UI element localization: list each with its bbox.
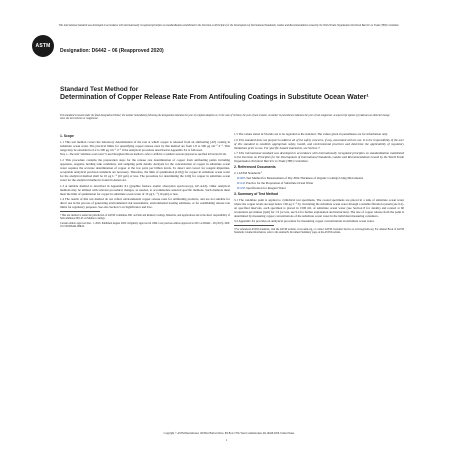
title-block: [60, 86, 380, 103]
paragraph-1-1: 1.1 This test method covers the laboratory determination of the rate at which copper is released from an antifouling (AF) coating in substitute ocean water. The practical limits for quantifying copper release rates by this method are from 1.8 to 500 μg cm⁻² d⁻¹. This range may be extended to 0.2 to 500 μg cm⁻² d⁻¹ if the analytical procedure described in Appendix X1 is followed.: [60, 139, 230, 152]
reference-item: [237, 186, 404, 190]
document-title: Determination of Copper Release Rate From Antifouling Coatings in Substitute Ocean Water¹: [60, 94, 369, 101]
reference-link[interactable]: D1193: [237, 186, 246, 191]
reference-item: [237, 176, 404, 180]
footnote-1: ¹ This test method is under the jurisdiction of ASTM Committee D01 on Paint and Related Coatings, Materials, and Applications and is the direct responsibility of Subcommittee D01.45 on Marine Coatings.: [60, 213, 230, 220]
paragraph-1-3: 1.3 A suitable method is described in Appendix X1 (graphite furnace atomic absorption spectroscopy, GF-AAS). Other analytical methods may be utilized with relevant procedural changes, as needed, to accommodate selected specific methods. Such methods must meet the limit of quantitation for copper in substitute ocean water of 10 μg L⁻¹ (10 ppb) or less.: [60, 183, 230, 196]
page-number: 1: [226, 438, 228, 442]
note-1: Note 1—The term "substitute ocean water" is used throughout this test method to refer to artificial or synthetic seawater prepared as specified in Practice D1141.: [60, 153, 228, 157]
designation: Designation: D6442 – 06 (Reapproved 2020): [60, 48, 164, 54]
title-prefix: Standard Test Method for: [60, 86, 139, 93]
reference-link[interactable]: D1005: [237, 176, 246, 181]
reference-link[interactable]: D1141: [237, 181, 246, 186]
paragraph-1-5: 1.5 The values stated in SI units are to be regarded as the standard. The values given in parentheses are for information only.: [234, 132, 388, 136]
footnote-1-edition: Current edition approved Dec. 1, 2020. Published August 2020. Originally approved in 1999. Last previous edition approved in 2015 as D6442 – 06 (2015). DOI: 10.1520/D6442-06R20.: [60, 221, 230, 229]
paragraph-1-4: 1.4 The results of this test method do not reflect environmental copper release rates for antifouling products, and are not suitable for direct use in the process of generating environmental risk assessments, environmental loading estimates, or for establishing release rate limits for regulatory purposes. See also Section 5 on Significance and Use.: [60, 197, 230, 210]
standard-note: This standard is issued under the fixed designation D6442; the number immediately following the designation indicates the year of original adoption or, in the case of revision, the year of last revision. A number in parentheses indicates the year of last reapproval. A superscript epsilon (ε) indicates an editorial change since the last revision or reapproval.: [60, 114, 390, 121]
paragraph-3-1: 3.1 The candidate paint is applied to cylindrical test specimens. The coated specimens are placed in a tank of substitute ocean water where the copper levels are kept below 100 μg L⁻¹ by circulating the substitute ocean water through a suitable filtration system (see 6.2). At specified intervals, each specimen is placed in 1500 mL of substitute ocean water (see Section 8 for details) and rotated at 60 revolutions per minute (rpm) for 1 h (or less, see 9.4 for further explanation and instruction). The rate of copper release from the paint is determined by measuring copper concentrations of the substitute ocean water in the individual measuring containers.: [234, 197, 404, 218]
paragraph-1-7: 1.7 This international standard was developed in accordance with internationally recognized principles on standardization established in the Decision on Principles for the Development of International Standards, Guides and Recommendations issued by the World Trade Organization Technical Barriers to Trade (TBT) Committee.: [234, 151, 404, 164]
right-column: [234, 132, 404, 236]
paragraph-1-6: 1.6 This standard does not purport to address all of the safety concerns, if any, associated with its use. It is the responsibility of the user of this standard to establish appropriate safety, health, and environmental practices and determine the applicability of regulatory limitations prior to use. For specific hazard statements, see Section 7.: [234, 137, 404, 150]
footnote-separator: [60, 211, 100, 212]
reference-title: Test Method for Measurement of Dry-Film Thickness of Organic Coatings Using Micrometers: [246, 176, 364, 181]
paragraph-3-2: 3.2 Appendix X1 provides an analytical procedure for measuring copper concentrations in substitute ocean water.: [234, 219, 375, 224]
paragraph-1-2: 1.2 This procedure contains the preparation steps for the release rate determination of copper from antifouling paints including apparatus, reagents, holding tank conditions, and sampling point details. Analysis for the concentration of copper in substitute ocean water requires the accurate determination of copper at the low parts per billion levels. To detect and correct for reagent impurities, acceptable analytical precision standards are necessary. Therefore, the limit of quantitation (LOQ) for copper in substitute ocean water for the analytical method shall be 10 μg L⁻¹ (10 ppb) or less. The procedure for determining the LOQ for copper in substitute ocean water for the analytical method is found in Annex A2.: [60, 157, 230, 182]
reference-title: Practice for the Preparation of Substitute Ocean Water: [246, 181, 314, 186]
reference-title: Specification for Reagent Water: [246, 186, 286, 191]
reference-item: [237, 181, 404, 185]
summary-heading: 3. Summary of Test Method: [234, 192, 279, 197]
astm-standards-intro: 2.1 ASTM Standards:²: [234, 170, 262, 175]
left-column: [60, 132, 230, 230]
copyright-footer: Copyright © ASTM International, 100 Barr Harbor Drive, PO Box C700, West Conshohocken, PA 19428-2959. United States: [163, 432, 295, 435]
footnote-2: ² For referenced ASTM standards, visit the ASTM website, www.astm.org, or contact ASTM Customer Service at service@astm.org. For Annual Book of ASTM Standards volume information, refer to the standard's Document Summary page on the ASTM website.: [234, 227, 404, 235]
referenced-documents-heading: 2. Referenced Documents: [234, 165, 276, 170]
footnote-separator: [234, 225, 274, 226]
scope-heading: 1. Scope: [60, 134, 74, 138]
tbt-notice: This international standard was developed in accordance with internationally recognized principles on standardization established in the Decision on Principles for the Development of International Standards, Guides and Recommendations issued by the World Trade Organization Technical Barriers to Trade (TBT) Committee.: [58, 24, 400, 27]
astm-logo: ASTM: [32, 35, 54, 57]
